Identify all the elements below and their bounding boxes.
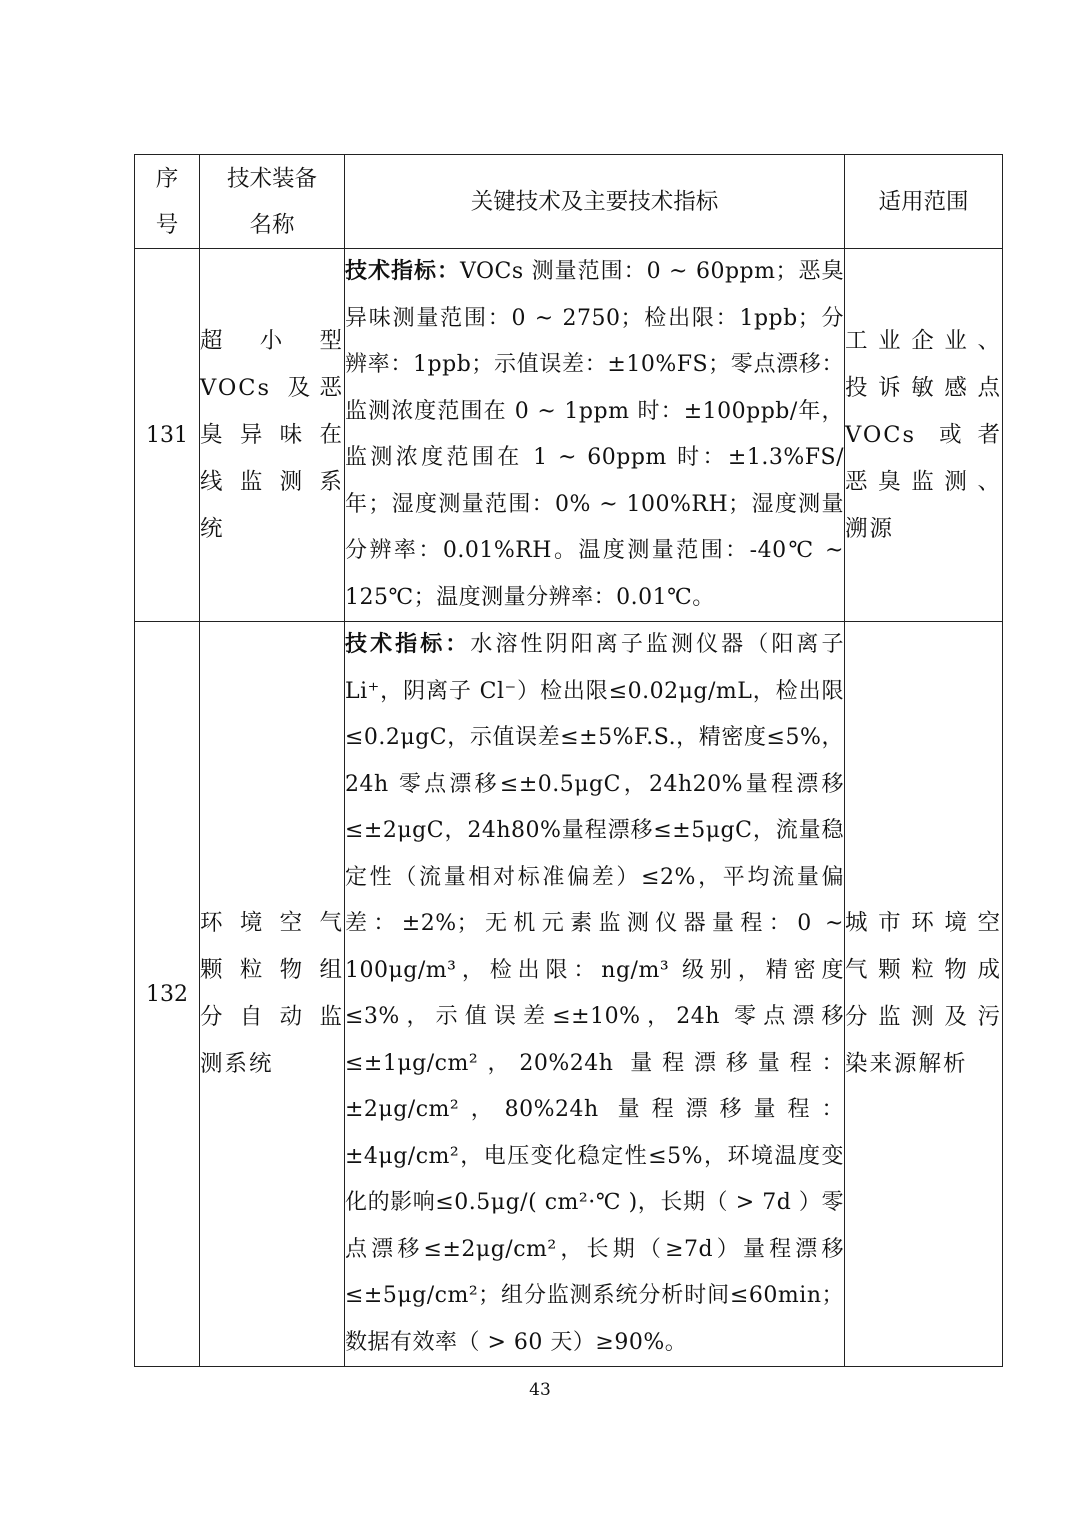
spec-table — [134, 154, 1003, 1367]
spec-text: VOCs 测量范围：0 ~ 60ppm；恶臭异味测量范围：0 ~ 2750；检出限：1ppb；分辨率：1ppb；示值误差：±10%FS；零点漂移：监测浓度范围在 0 ~ 1ppm 时：±100ppb/年，监测浓度范围在 1 ~ 60ppm 时：±1.3%FS/年；湿度测量范围：0% ~ 100%RH；湿度测量分辨率：0.01%RH。温度测量范围：-40℃ ~ 125℃；温度测量分辨率：0.01℃。 — [345, 259, 844, 610]
row-scope-line: 投诉敏感点 — [845, 374, 1002, 401]
row-name — [200, 622, 345, 1367]
row-scope — [845, 249, 1003, 622]
row-name-line: 臭异味在 — [200, 421, 344, 448]
row-scope-line: 气颗粒物成 — [845, 957, 1002, 983]
header-name — [200, 155, 345, 249]
spec-text: 水溶性阴阳离子监测仪器（阳离子 Li⁺，阴离子 Cl⁻）检出限≤0.02μg/mL，检出限≤0.2μgC，示值误差≤±5%F.S.，精密度≤5%，24h 零点漂移≤±0.5μgC，24h20%量程漂移≤±2μgC，24h80%量程漂移≤±5μgC，流量稳定性（流量相对标准偏差）≤2%，平均流量偏差：±2%；无机元素监测仪器量程：0 ~ 100μg/m³，检出限：ng/m³ 级别，精密度≤3%，示值误差≤±10%，24h 零点漂移≤±1μg/cm²，20%24h 量程漂移量程：±2μg/cm²，80%24h 量程漂移量程：±4μg/cm²，电压变化稳定性≤5%，环境温度变化的影响≤0.5μg/( cm²·℃ )，长期（ > 7d ）零点漂移≤±2μg/cm²，长期（≥7d）量程漂移≤±5μg/cm²；组分监测系统分析时间≤60min；数据有效率（ > 60 天）≥90%。 — [345, 632, 844, 1355]
row-scope-line: 工业企业、 — [845, 327, 1002, 354]
row-name-line: 线监测系 — [200, 468, 344, 495]
row-scope-line: 溯源 — [845, 515, 895, 542]
row-name-line: 分自动监 — [200, 1004, 344, 1030]
row-seq: 132 — [135, 622, 200, 1367]
row-scope — [845, 622, 1003, 1367]
row-name-line: 颗粒物组 — [200, 957, 344, 983]
row-name-line: 超 小 型 — [200, 327, 344, 354]
page-number: 43 — [529, 1380, 551, 1400]
spec-label: 技术指标： — [345, 259, 460, 284]
header-seq-line: 号 — [155, 211, 179, 238]
header-name-line: 技术装备 — [226, 165, 317, 192]
header-name-line: 名称 — [249, 211, 295, 238]
spec-label: 技术指标： — [345, 632, 471, 657]
table-row — [135, 249, 1003, 622]
row-seq: 131 — [135, 249, 200, 622]
table-row — [135, 622, 1003, 1367]
row-name-line: 环境空气 — [200, 910, 344, 936]
row-scope-line: 城市环境空 — [845, 910, 1002, 936]
row-scope-line: VOCs 或者 — [845, 421, 1002, 448]
table-header-row — [135, 155, 1003, 249]
header-seq — [135, 155, 200, 249]
row-name-line: 测系统 — [200, 1051, 274, 1077]
row-scope-line: 恶臭监测、 — [845, 468, 1002, 495]
header-spec: 关键技术及主要技术指标 — [345, 155, 845, 249]
row-name-line: 统 — [200, 515, 225, 542]
row-spec — [345, 622, 845, 1367]
row-scope-line: 染来源解析 — [845, 1051, 968, 1077]
row-name — [200, 249, 345, 622]
row-name-line: VOCs 及恶 — [200, 374, 344, 401]
header-seq-line: 序 — [155, 165, 179, 192]
header-scope: 适用范围 — [845, 155, 1003, 249]
row-scope-line: 分监测及污 — [845, 1004, 1002, 1030]
row-spec — [345, 249, 845, 622]
